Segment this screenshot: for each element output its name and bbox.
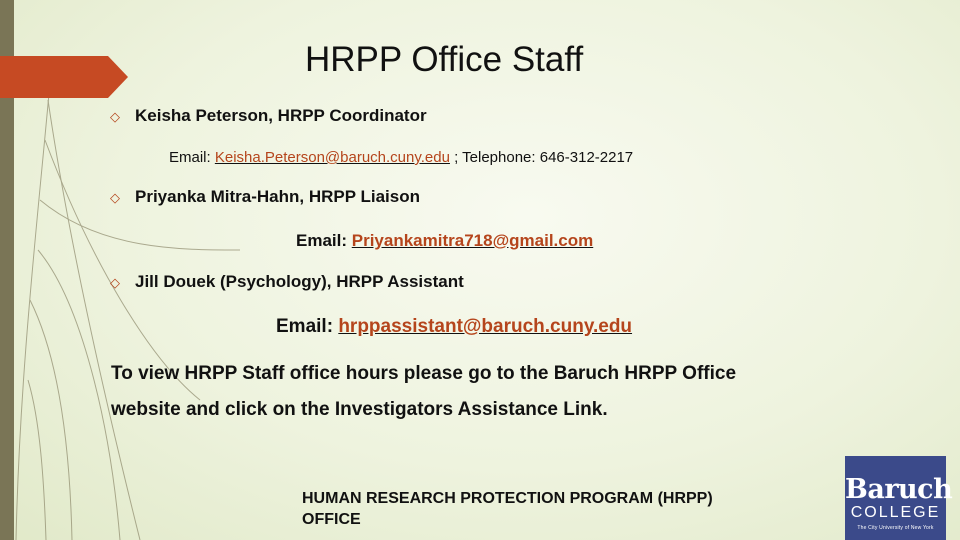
email-link-priyanka[interactable]: Priyankamitra718@gmail.com (351, 231, 594, 250)
slide-title: HRPP Office Staff (305, 40, 584, 79)
email-link-jill[interactable]: hrppassistant@baruch.cuny.edu (338, 316, 633, 337)
staff-contact-jill (276, 316, 632, 338)
baruch-college-logo (845, 456, 953, 540)
staff-contact-priyanka (296, 231, 593, 251)
office-hours-note-line2: website and click on the Investigators Assistance Link. (111, 399, 608, 420)
email-label: Email: (169, 149, 215, 166)
logo-line1: Baruch (845, 474, 953, 505)
footer-line1: HUMAN RESEARCH PROTECTION PROGRAM (HRPP) (302, 490, 713, 507)
staff-item-priyanka (110, 187, 420, 207)
staff-name-role: Priyanka Mitra-Hahn, HRPP Liaison (135, 187, 420, 206)
email-label: Email: (296, 231, 352, 250)
logo-line3: The City University of New York (857, 525, 934, 531)
phone-text: ; Telephone: 646-312-2217 (449, 149, 634, 166)
office-hours-note-line1: To view HRPP Staff office hours please go to the Baruch HRPP Office (111, 363, 737, 384)
staff-contact-keisha (169, 149, 633, 166)
diamond-outline-icon: ◇ (110, 109, 120, 124)
diamond-outline-icon: ◇ (110, 275, 120, 290)
email-label: Email: (276, 316, 339, 337)
footer-line2: OFFICE (302, 511, 361, 528)
staff-name-role: Keisha Peterson, HRPP Coordinator (135, 106, 427, 125)
staff-name-role: Jill Douek (Psychology), HRPP Assistant (135, 272, 464, 291)
staff-item-jill (110, 272, 464, 292)
footer-program-name (302, 488, 782, 530)
staff-item-keisha (110, 106, 427, 126)
diamond-outline-icon: ◇ (110, 190, 120, 205)
title-arrow-banner (0, 56, 130, 98)
logo-line2: COLLEGE (850, 504, 941, 521)
email-link-keisha[interactable]: Keisha.Peterson@baruch.cuny.edu (214, 149, 450, 166)
